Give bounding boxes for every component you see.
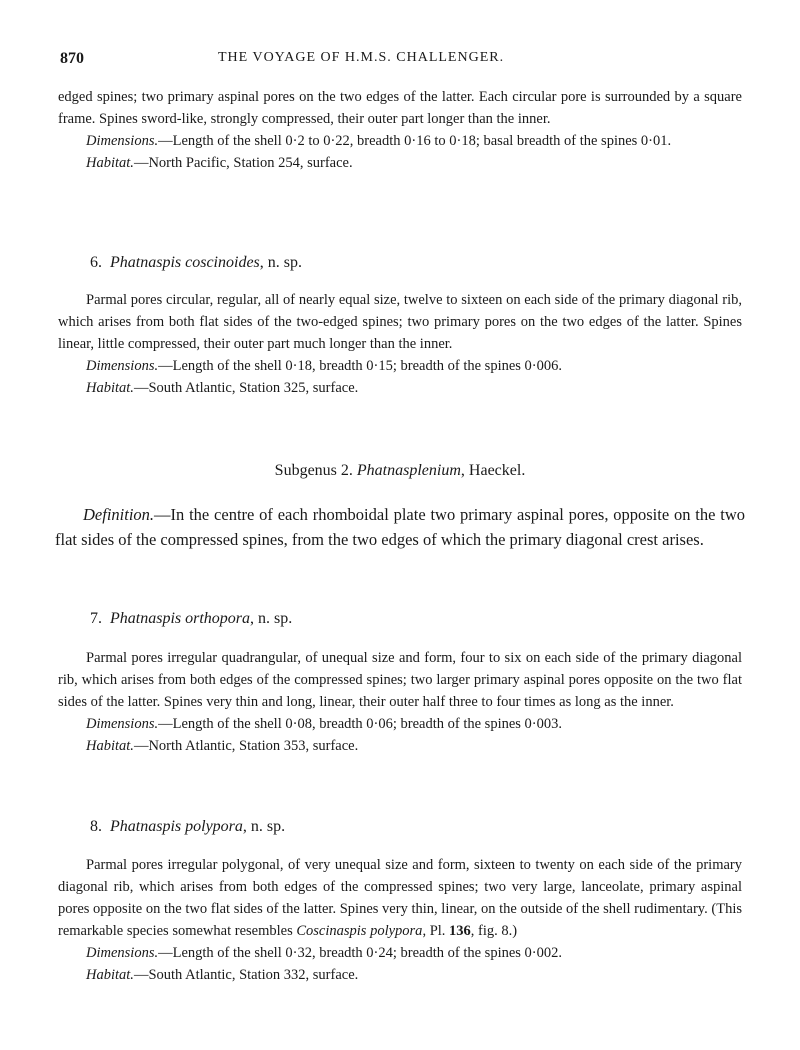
species-6-habitat: Habitat.—South Atlantic, Station 325, surface. [86,380,359,396]
species-7-heading: 7. Phatnaspis orthopora, n. sp. [90,610,293,627]
species-8-body [58,854,742,986]
species-6-body [58,289,742,399]
intro-dimensions: Dimensions.—Length of the shell 0·2 to 0·22, breadth 0·16 to 0·18; basal breadth of the spines 0·01. [86,133,672,149]
species-8-habitat: Habitat.—South Atlantic, Station 332, surface. [86,967,359,983]
species-8-dimensions: Dimensions.—Length of the shell 0·32, breadth 0·24; breadth of the spines 0·002. [86,945,562,961]
species-7-description: Parmal pores irregular quadrangular, of unequal size and form, four to six on each side of the primary diagonal rib, which arises from both edges of the compressed spines; two larger primary aspinal pores opposite on the two flat sides of the latter. Spines very thin and long, linear, their outer half three to four times as long as the inner. [58,650,742,710]
species-8-heading: 8. Phatnaspis polypora, n. sp. [90,818,286,835]
subgenus-definition: Definition.—In the centre of each rhomboidal plate two primary aspinal pores, opposite on the two flat sides of the compressed spines, from the two edges of which the primary diagonal crest arises. [55,505,745,549]
page-number: 870 [60,50,84,67]
running-title: THE VOYAGE OF H.M.S. CHALLENGER. [218,50,505,65]
species-7-body [58,647,742,757]
species-7-habitat: Habitat.—North Atlantic, Station 353, surface. [86,738,359,754]
species-7-dimensions: Dimensions.—Length of the shell 0·08, breadth 0·06; breadth of the spines 0·003. [86,716,562,732]
intro-paragraph: edged spines; two primary aspinal pores on the two edges of the latter. Each circular pore is surrounded by a square frame. Spines sword-like, strongly compressed, their outer part longer than the inner. [58,89,742,127]
species-8-description: Parmal pores irregular polygonal, of very unequal size and form, sixteen to twenty on each side of the primary diagonal rib, which arises from both edges of the compressed spines; two very large, lanceolate, primary aspinal pores opposite on the two flat sides of the latter. Spines very thin, linear, on the outside of the shell rudimentary. (This remarkable species somewhat resembles Coscinaspis polypora, Pl. 136, fig. 8.) [58,857,742,939]
species-6-heading: 6. Phatnaspis coscinoides, n. sp. [90,254,302,271]
intro-habitat: Habitat.—North Pacific, Station 254, surface. [86,155,353,171]
intro-section [58,86,742,174]
species-6-dimensions: Dimensions.—Length of the shell 0·18, breadth 0·15; breadth of the spines 0·006. [86,358,562,374]
subgenus-heading: Subgenus 2. Phatnasplenium, Haeckel. [274,462,526,479]
species-6-description: Parmal pores circular, regular, all of nearly equal size, twelve to sixteen on each side of the primary diagonal rib, which arises from both flat sides of the two-edged spines; two primary pores on the two edges of the latter. Spines linear, little compressed, their outer part much longer than the inner. [58,292,742,352]
